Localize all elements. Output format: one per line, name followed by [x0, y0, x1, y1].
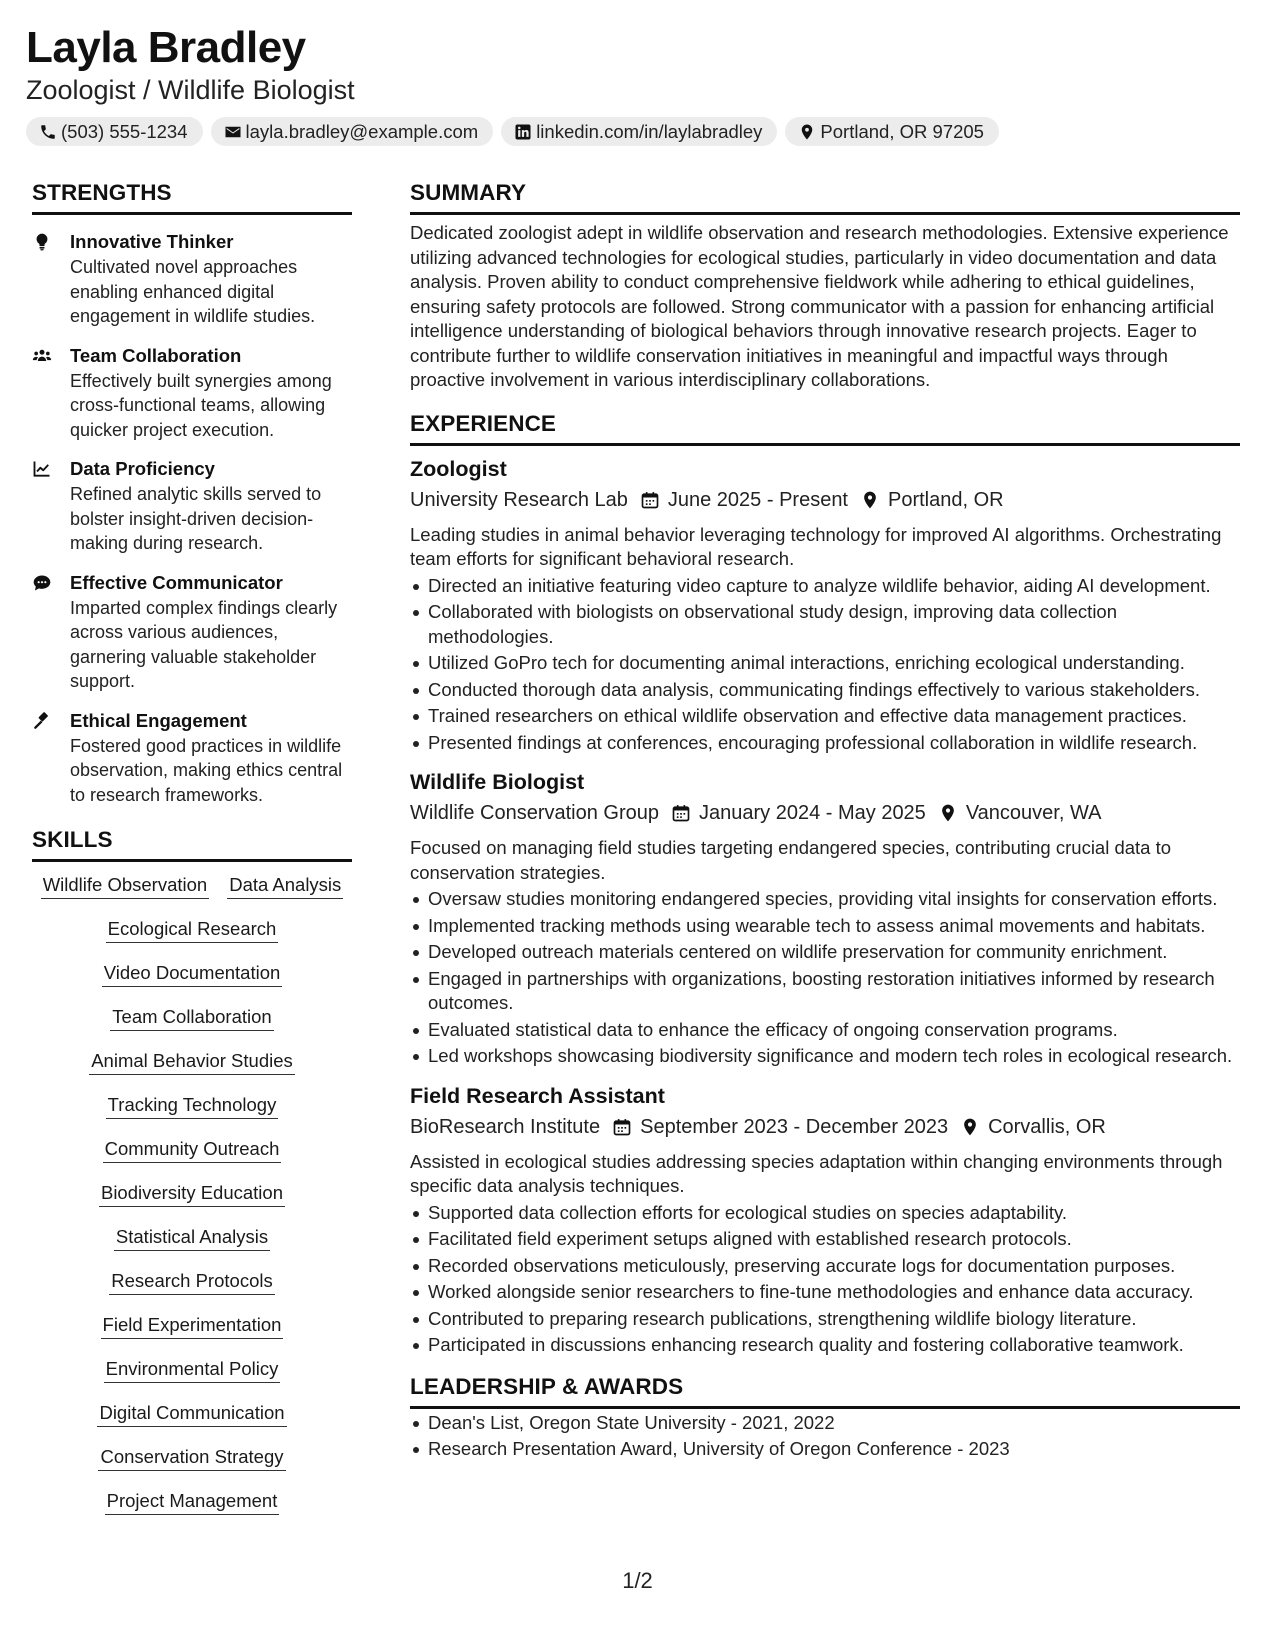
map-pin-icon [860, 490, 880, 510]
bullet-item: Presented findings at conferences, encouraging professional collaboration in wildlife research. [410, 731, 1240, 756]
experience-heading: EXPERIENCE [410, 410, 557, 436]
job-description: Leading studies in animal behavior leveraging technology for improved AI algorithms. Orchestrating team efforts for significant behavioral research. [410, 523, 1222, 569]
strength-name: Innovative Thinker [70, 231, 234, 252]
section-divider [32, 859, 352, 862]
experience-section [410, 409, 1240, 1358]
envelope-icon [224, 123, 242, 141]
skill-tag: Biodiversity Education [99, 1180, 285, 1207]
skill-tag: Digital Communication [97, 1400, 286, 1427]
job-dates: June 2025 - Present [667, 488, 848, 511]
skill-tag: Data Analysis [227, 872, 343, 899]
bullet-item: Directed an initiative featuring video capture to analyze wildlife behavior, aiding AI development. [410, 574, 1240, 599]
bullet-item: Recorded observations meticulously, preserving accurate logs for documentation purposes. [410, 1254, 1240, 1279]
job-description: Assisted in ecological studies addressing species adaptation within changing environments through specific data analysis techniques. [410, 1150, 1223, 1196]
calendar-icon [612, 1117, 632, 1137]
candidate-title: Zoologist / Wildlife Biologist [26, 75, 355, 105]
skill-tag: Animal Behavior Studies [89, 1048, 295, 1075]
strength-item [32, 343, 352, 443]
strength-item [32, 570, 352, 694]
strength-name: Team Collaboration [70, 344, 242, 366]
strength-description: Cultivated novel approaches enabling enhanced digital engagement in wildlife studies. [70, 257, 316, 326]
bullet-item: Evaluated statistical data to enhance the efficacy of ongoing conservation programs. [410, 1018, 1240, 1043]
calendar-icon [671, 803, 691, 823]
strength-item [32, 708, 352, 808]
skills-heading: SKILLS [32, 827, 113, 852]
contact-email[interactable] [211, 117, 494, 146]
job-bullets [410, 887, 1240, 1069]
bullet-item: Developed outreach materials centered on wildlife preservation for community enrichment. [410, 940, 1240, 965]
skill-tag: Field Experimentation [101, 1312, 284, 1339]
summary-section [410, 178, 1240, 393]
skill-tag: Conservation Strategy [98, 1444, 285, 1471]
skill-tag: Project Management [105, 1488, 280, 1515]
bullet-item: Worked alongside senior researchers to fine-tune methodologies and enhance data accuracy. [410, 1280, 1240, 1305]
lightbulb-icon [32, 232, 52, 252]
candidate-name: Layla Bradley [26, 23, 306, 72]
skill-tag: Team Collaboration [110, 1004, 273, 1031]
bullet-item: Contributed to preparing research publications, strengthening wildlife biology literature. [410, 1307, 1240, 1332]
contact-email-text: layla.bradley@example.com [245, 120, 479, 142]
contact-linkedin-text: linkedin.com/in/laylabradley [536, 120, 763, 142]
strength-name: Ethical Engagement [70, 709, 247, 731]
job-location: Portland, OR [888, 488, 1004, 511]
contact-phone[interactable] [26, 117, 203, 146]
job-organization: Wildlife Conservation Group [410, 802, 659, 824]
job-organization: BioResearch Institute [410, 1115, 601, 1138]
awards-list [410, 1411, 1240, 1462]
bullet-item: Led workshops showcasing biodiversity significance and modern tech roles in ecological research. [410, 1044, 1240, 1069]
bullet-item: Implemented tracking methods using wearable tech to assess animal movements and habitats. [410, 914, 1240, 939]
section-divider [410, 443, 1240, 446]
contact-location [785, 117, 999, 146]
bullet-item: Conducted thorough data analysis, communicating findings effectively to various stakeholders. [410, 678, 1240, 703]
linkedin-icon [514, 123, 532, 141]
strength-description: Fostered good practices in wildlife observation, making ethics central to research frameworks. [70, 735, 343, 805]
section-divider [32, 212, 352, 215]
skill-tag: Wildlife Observation [41, 872, 210, 899]
skill-tag: Research Protocols [109, 1268, 274, 1295]
job-entry [410, 767, 1240, 1069]
skills-section [32, 825, 352, 1515]
contact-location-text: Portland, OR 97205 [820, 120, 984, 142]
page-number: 1/2 [622, 1568, 653, 1593]
leadership-section [410, 1372, 1240, 1462]
job-bullets [410, 1201, 1240, 1358]
bullet-item: Trained researchers on ethical wildlife observation and effective data management practices. [410, 704, 1240, 729]
job-description: Focused on managing field studies targeting endangered species, contributing crucial data to conservation strategies. [410, 837, 1172, 883]
section-divider [410, 212, 1240, 215]
job-meta [410, 1112, 1240, 1142]
skill-tag: Environmental Policy [104, 1356, 281, 1383]
skill-tag: Video Documentation [102, 960, 283, 987]
strength-item [32, 456, 352, 556]
map-pin-icon [938, 803, 958, 823]
strength-description: Effectively built synergies among cross-functional teams, allowing quicker project execution. [70, 370, 332, 440]
skill-tag: Tracking Technology [106, 1092, 279, 1119]
skill-tag: Statistical Analysis [114, 1224, 270, 1251]
job-title: Zoologist [410, 456, 507, 481]
contact-bar [26, 117, 1246, 146]
bullet-item: Engaged in partnerships with organizations, boosting restoration initiatives informed by research outcomes. [410, 967, 1240, 1016]
map-pin-icon [798, 123, 816, 141]
bullet-item: Collaborated with biologists on observational study design, improving data collection methodologies. [410, 600, 1240, 649]
job-entry [410, 454, 1240, 756]
skill-tag: Community Outreach [103, 1136, 282, 1163]
contact-linkedin[interactable] [501, 117, 777, 146]
users-icon [32, 346, 52, 366]
job-organization: University Research Lab [410, 488, 628, 511]
section-divider [410, 1406, 1240, 1409]
job-title: Wildlife Biologist [410, 770, 585, 794]
job-dates: January 2024 - May 2025 [699, 802, 926, 824]
summary-heading: SUMMARY [410, 180, 527, 205]
map-pin-icon [960, 1117, 980, 1137]
summary-text: Dedicated zoologist adept in wildlife observation and research methodologies. Extensive experience utilizing advanced technologies for ecological studies, particularly in video documentation and data analysis. Proven ability to conduct comprehensive fieldwork while adhering to ethical guidelines, ensuring safety protocols are followed. Strong communicator with a passion for enhancing artificial intelligence understanding of biological behaviors through innovative research projects. Eager to contribute further to wildlife conservation initiatives in meaningful and impactful ways through proactive involvement in various interdisciplinary collaborations. [410, 222, 1229, 390]
job-location: Vancouver, WA [965, 802, 1102, 824]
strengths-heading: STRENGTHS [32, 180, 172, 205]
right-column [410, 178, 1240, 1462]
skill-tag: Ecological Research [106, 916, 279, 943]
strength-item [32, 229, 352, 329]
speech-bubble-icon [32, 573, 52, 593]
bullet-item: Oversaw studies monitoring endangered species, providing vital insights for conservation efforts. [410, 887, 1240, 912]
bullet-item: Participated in discussions enhancing research quality and fostering collaborative teamwork. [410, 1333, 1240, 1358]
job-meta [410, 798, 1240, 828]
contact-phone-text: (503) 555-1234 [61, 120, 188, 142]
job-bullets [410, 574, 1240, 756]
chart-line-icon [32, 459, 52, 479]
strength-description: Refined analytic skills served to bolster insight-driven decision-making during research. [70, 484, 322, 553]
leadership-heading: LEADERSHIP & AWARDS [410, 1373, 684, 1399]
phone-icon [39, 123, 57, 141]
calendar-icon [640, 490, 660, 510]
bullet-item: Facilitated field experiment setups aligned with established research protocols. [410, 1227, 1240, 1252]
job-entry [410, 1081, 1240, 1358]
bullet-item: Supported data collection efforts for ecological studies on species adaptability. [410, 1201, 1240, 1226]
left-column [32, 178, 352, 1515]
skills-list [32, 872, 352, 1515]
job-title: Field Research Assistant [410, 1083, 665, 1108]
strengths-section [32, 178, 352, 807]
gavel-icon [32, 711, 52, 731]
award-item: Dean's List, Oregon State University - 2021, 2022 [410, 1411, 1240, 1436]
job-meta [410, 485, 1240, 515]
strength-description: Imparted complex findings clearly across various audiences, garnering valuable stakeholder support. [70, 597, 338, 691]
strength-name: Effective Communicator [70, 571, 283, 593]
award-item: Research Presentation Award, University of Oregon Conference - 2023 [410, 1437, 1240, 1462]
resume-header [26, 22, 1246, 146]
bullet-item: Utilized GoPro tech for documenting animal interactions, enriching ecological understanding. [410, 651, 1240, 676]
strength-name: Data Proficiency [70, 458, 215, 479]
job-location: Corvallis, OR [988, 1115, 1106, 1138]
job-dates: September 2023 - December 2023 [640, 1115, 949, 1138]
